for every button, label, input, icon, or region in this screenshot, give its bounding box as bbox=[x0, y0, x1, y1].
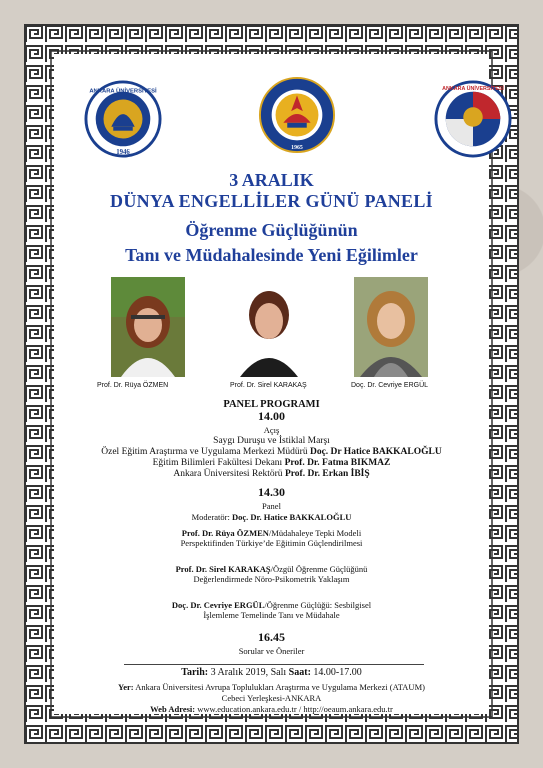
event-subtitle-line1: Öğrenme Güçlüğünün bbox=[185, 220, 358, 240]
event-location-line2: Cebeci Yerleşkesi-ANKARA bbox=[221, 693, 322, 703]
program-time-1: 14.00 bbox=[258, 409, 285, 423]
svg-text:ANKARA ÜNİVERSİTESİ: ANKARA ÜNİVERSİTESİ bbox=[89, 88, 157, 95]
program-talk-3: Doç. Dr. Cevriye ERGÜL/Öğrenme Güçlüğü: Sesbilgisel İşlemleme Temelinde Tanı ve Müdahale bbox=[171, 600, 372, 620]
program-talk-2: Prof. Dr. Sirel KARAKAŞ/Özgül Öğrenme Güçlüğünü Değerlendirmede Nöro-Psikometrik Yaklaşım bbox=[175, 564, 368, 584]
logo-year: 1946 bbox=[116, 149, 130, 157]
poster-content bbox=[54, 54, 504, 714]
event-date-title: 3 ARALIK bbox=[229, 170, 314, 190]
svg-text:1965: 1965 bbox=[291, 145, 303, 152]
speaker-caption: Prof. Dr. Sirel KARAKAŞ bbox=[230, 382, 307, 389]
program-anthem: Saygı Duruşu ve İstiklal Marşı bbox=[213, 436, 330, 446]
speaker-photo-karakas bbox=[232, 277, 306, 377]
speaker-caption: Prof. Dr. Rüya ÖZMEN bbox=[97, 382, 169, 389]
speaker-photo-ergul bbox=[354, 277, 428, 377]
svg-text:ANKARA ÜNİVERSİTESİ: ANKARA ÜNİVERSİTESİ bbox=[442, 85, 504, 92]
program-panel-label: Panel bbox=[262, 501, 281, 511]
footer-divider bbox=[124, 664, 424, 665]
event-title: DÜNYA ENGELLİLER GÜNÜ PANELİ bbox=[110, 191, 433, 211]
ankara-university-logo bbox=[84, 80, 162, 158]
program-closing: Sorular ve Öneriler bbox=[238, 646, 305, 656]
program-heading: PANEL PROGRAMI bbox=[223, 399, 320, 410]
program-time-2: 14.30 bbox=[258, 485, 285, 499]
program-opening: Açış bbox=[263, 425, 280, 435]
web-address[interactable]: Web Adresi: www.education.ankara.edu.tr / http://oeaum.ankara.edu.tr bbox=[150, 704, 393, 714]
faculty-of-education-logo bbox=[258, 76, 336, 154]
program-time-3: 16.45 bbox=[258, 630, 285, 644]
program-talk-1: Prof. Dr. Rüya ÖZMEN/Müdahaleye Tepki Modeli Perspektifinden Türkiye’de Eğitimin Güçlendirilmesi bbox=[180, 528, 363, 548]
event-subtitle-line2: Tanı ve Müdahalesinde Yeni Eğilimler bbox=[125, 245, 418, 265]
event-location: Yer: Ankara Üniversitesi Avrupa Toplulukları Araştırma ve Uygulama Merkezi (ATAUM) bbox=[118, 682, 425, 692]
poster-frame bbox=[24, 24, 519, 744]
event-date-time: Tarih: 3 Aralık 2019, Salı Saat: 14.00-17.00 bbox=[181, 667, 362, 678]
speaker-photo-ozmen bbox=[111, 277, 185, 377]
program-moderator: Moderatör: Doç. Dr. Hatice BAKKALOĞLU bbox=[191, 512, 352, 522]
program-speech-3: Ankara Üniversitesi Rektörü Prof. Dr. Erkan İBİŞ bbox=[173, 469, 370, 479]
special-education-center-logo bbox=[434, 80, 512, 158]
program-speech-2: Eğitim Bilimleri Fakültesi Dekanı Prof. Dr. Fatma BIKMAZ bbox=[152, 458, 391, 468]
speaker-caption: Doç. Dr. Cevriye ERGÜL bbox=[351, 382, 429, 389]
program-speech-1: Özel Eğitim Araştırma ve Uygulama Merkezi Müdürü Doç. Dr Hatice BAKKALOĞLU bbox=[101, 447, 442, 457]
